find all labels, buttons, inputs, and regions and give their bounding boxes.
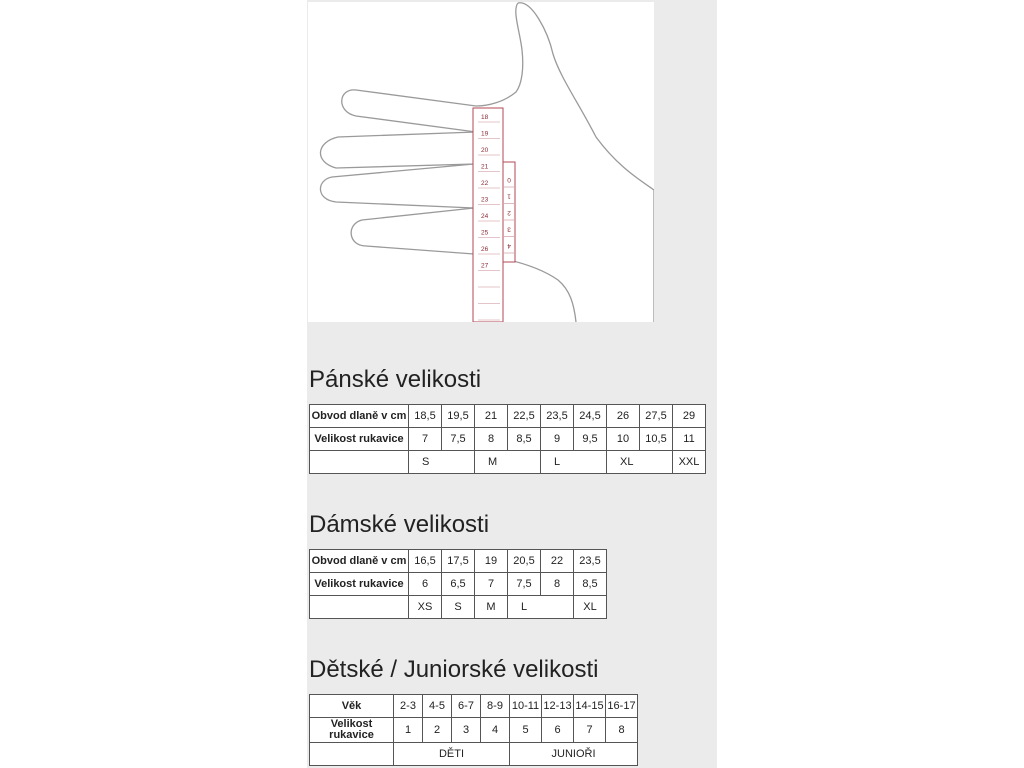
content-panel [307, 0, 717, 768]
table-cell: 21 [475, 405, 508, 428]
table-cell: 23,5 [574, 550, 607, 573]
table-cell: 8 [606, 718, 638, 743]
table-cell: 24,5 [574, 405, 607, 428]
row-label: Obvod dlaně v cm [310, 550, 409, 573]
kids-sizes-title: Dětské / Juniorské velikosti [309, 656, 599, 683]
table-cell: 17,5 [442, 550, 475, 573]
table-cell: 22 [541, 550, 574, 573]
table-cell: 7 [574, 718, 606, 743]
table-cell: 8-9 [481, 695, 510, 718]
table-cell: 4 [481, 718, 510, 743]
table-cell: 2 [423, 718, 452, 743]
table-cell: 7 [409, 428, 442, 451]
size-group-cell: XL [574, 596, 607, 619]
table-cell: 8 [541, 573, 574, 596]
table-cell: 9 [541, 428, 574, 451]
table-cell: 8,5 [574, 573, 607, 596]
size-group-cell: DĚTI [394, 743, 510, 766]
table-cell: 7 [475, 573, 508, 596]
empty-cell [310, 743, 394, 766]
table-row [310, 718, 638, 743]
table-cell: 1 [394, 718, 423, 743]
ruler-number: 19 [481, 130, 489, 138]
women-size-table [309, 549, 607, 619]
table-cell: 5 [510, 718, 542, 743]
ruler-number: 20 [481, 147, 489, 154]
row-label: Velikost rukavice [310, 573, 409, 596]
table-row [310, 573, 607, 596]
table-cell: 26 [607, 405, 640, 428]
size-group-cell: XL [607, 451, 673, 474]
table-cell: 10 [607, 428, 640, 451]
size-group-cell: L [541, 451, 607, 474]
ruler-number: 24 [481, 213, 489, 220]
size-group-cell: L [508, 596, 574, 619]
hand-outline-icon [308, 2, 654, 322]
table-cell: 16,5 [409, 550, 442, 573]
table-row [310, 428, 706, 451]
table-cell: 6-7 [452, 695, 481, 718]
table-cell: 18,5 [409, 405, 442, 428]
table-row [310, 596, 607, 619]
table-cell: 10-11 [510, 695, 542, 718]
ruler-number: 21 [481, 163, 489, 171]
table-cell: 10,5 [640, 428, 673, 451]
ruler-number: 27 [481, 262, 489, 270]
ruler-side-number: 0 [507, 176, 511, 183]
table-cell: 23,5 [541, 405, 574, 428]
size-group-cell: S [409, 451, 475, 474]
table-row [310, 405, 706, 428]
table-cell: 6,5 [442, 573, 475, 596]
table-cell: 22,5 [508, 405, 541, 428]
size-group-cell: M [475, 596, 508, 619]
table-cell: 4-5 [423, 695, 452, 718]
hand-measurement-illustration [308, 2, 654, 322]
table-cell: 6 [409, 573, 442, 596]
empty-cell [310, 596, 409, 619]
table-cell: 7,5 [442, 428, 475, 451]
measuring-tape [473, 108, 515, 322]
ruler-number: 26 [481, 246, 489, 253]
row-label: Velikost rukavice [310, 718, 394, 743]
table-cell: 29 [673, 405, 706, 428]
table-cell: 19,5 [442, 405, 475, 428]
men-sizes-title: Pánské velikosti [309, 366, 482, 393]
ruler-side-number: 2 [507, 209, 511, 216]
size-group-cell: XS [409, 596, 442, 619]
size-group-cell: S [442, 596, 475, 619]
table-row [310, 695, 638, 718]
table-cell: 14-15 [574, 695, 606, 718]
ruler-side-number: 3 [507, 225, 511, 233]
ruler-side-number: 4 [507, 242, 511, 249]
table-cell: 12-13 [542, 695, 574, 718]
size-group-cell: M [475, 451, 541, 474]
ruler-number: 22 [481, 180, 489, 187]
row-label: Obvod dlaně v cm [310, 405, 409, 428]
ruler-number: 23 [481, 196, 489, 204]
row-label: Věk [310, 695, 394, 718]
table-row [310, 743, 638, 766]
kids-size-table [309, 694, 638, 766]
ruler-number: 18 [481, 114, 489, 121]
table-row [310, 550, 607, 573]
table-cell: 27,5 [640, 405, 673, 428]
table-cell: 19 [475, 550, 508, 573]
table-row [310, 451, 706, 474]
table-cell: 20,5 [508, 550, 541, 573]
table-cell: 7,5 [508, 573, 541, 596]
table-cell: 8,5 [508, 428, 541, 451]
table-cell: 2-3 [394, 695, 423, 718]
size-group-cell: XXL [673, 451, 706, 474]
ruler-side-number: 1 [507, 192, 511, 200]
table-cell: 9,5 [574, 428, 607, 451]
table-cell: 3 [452, 718, 481, 743]
ruler-number: 25 [481, 229, 489, 237]
row-label: Velikost rukavice [310, 428, 409, 451]
table-cell: 6 [542, 718, 574, 743]
empty-cell [310, 451, 409, 474]
size-group-cell: JUNIOŘI [510, 743, 638, 766]
table-cell: 11 [673, 428, 706, 451]
women-sizes-title: Dámské velikosti [309, 511, 490, 538]
men-size-table [309, 404, 706, 474]
table-cell: 8 [475, 428, 508, 451]
table-cell: 16-17 [606, 695, 638, 718]
